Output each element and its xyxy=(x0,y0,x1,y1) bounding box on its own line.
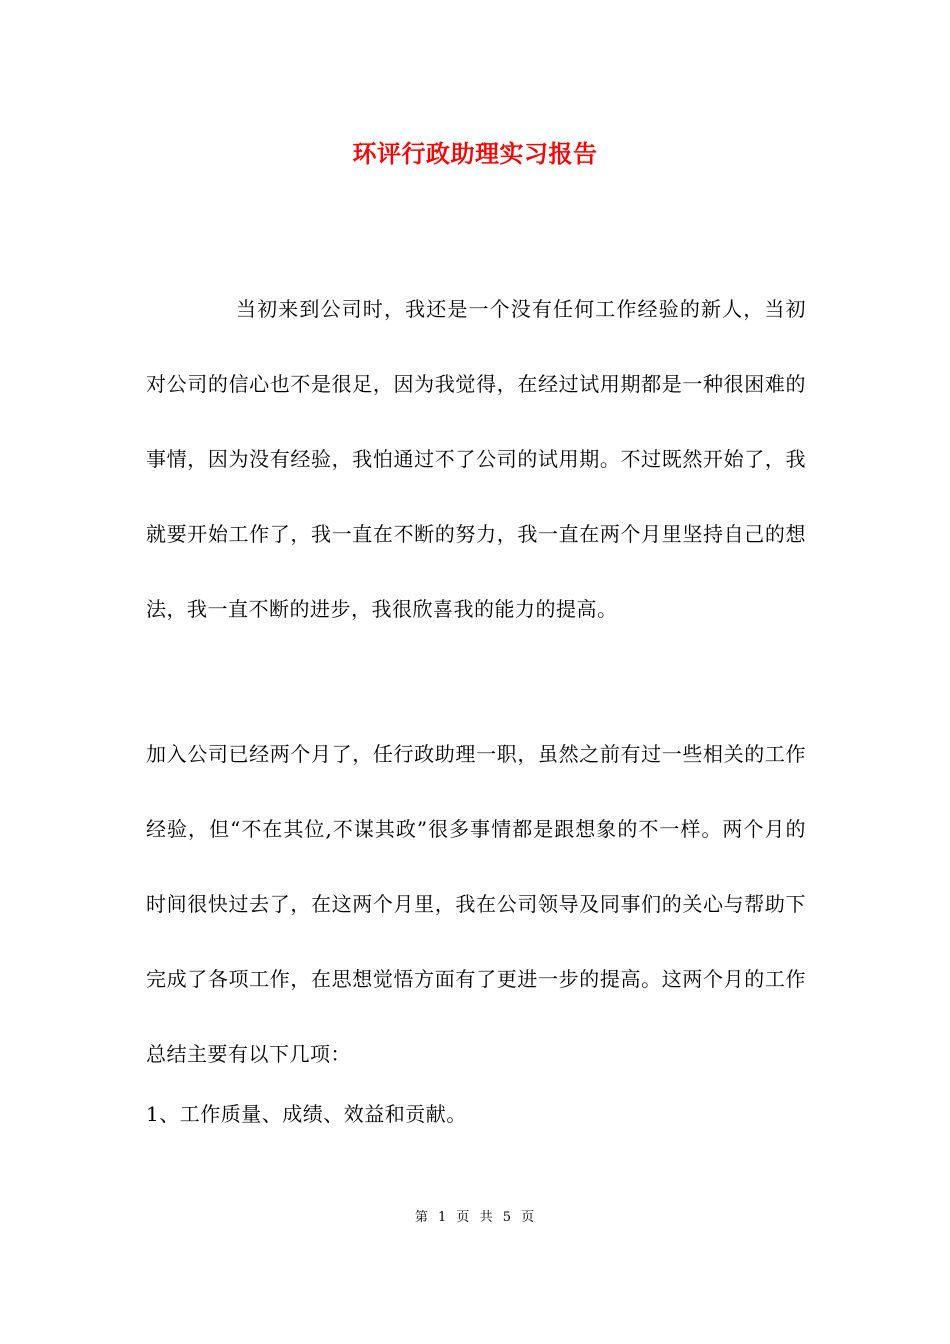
footer-total-prefix: 共 xyxy=(479,1210,494,1225)
footer-page-unit: 页 xyxy=(456,1210,471,1225)
footer-current-page: 1 xyxy=(437,1210,448,1225)
footer-prefix: 第 xyxy=(414,1210,429,1225)
footer-total-pages: 5 xyxy=(502,1210,512,1225)
section-heading-1: 1、工作质量、成绩、效益和贡献。 xyxy=(146,1102,467,1126)
paragraph-1: 当初来到公司时，我还是一个没有任何工作经验的新人，当初对公司的信心也不是很足，因为我觉得，在经过试用期都是一种很困难的事情，因为没有经验，我怕通过不了公司的试用期。不过既然开始了，我就要开始工作了，我一直在不断的努力，我一直在两个月里坚持自己的想法，我一直不断的进步，我很欣喜我的能力的提高。 xyxy=(146,297,806,621)
document-title: 环评行政助理实习报告 xyxy=(352,139,598,168)
footer-total-unit: 页 xyxy=(521,1210,536,1225)
paragraph-2: 加入公司已经两个月了，任行政助理一职，虽然之前有过一些相关的工作经验，但“不在其位,不谋其政”很多事情都是跟想象的不一样。两个月的时间很快过去了，在这两个月里，我在公司领导及同事们的关心与帮助下完成了各项工作，在思想觉悟方面有了更进一步的提高。这两个月的工作总结主要有以下几项： xyxy=(146,742,806,1066)
page-footer xyxy=(0,1208,950,1228)
